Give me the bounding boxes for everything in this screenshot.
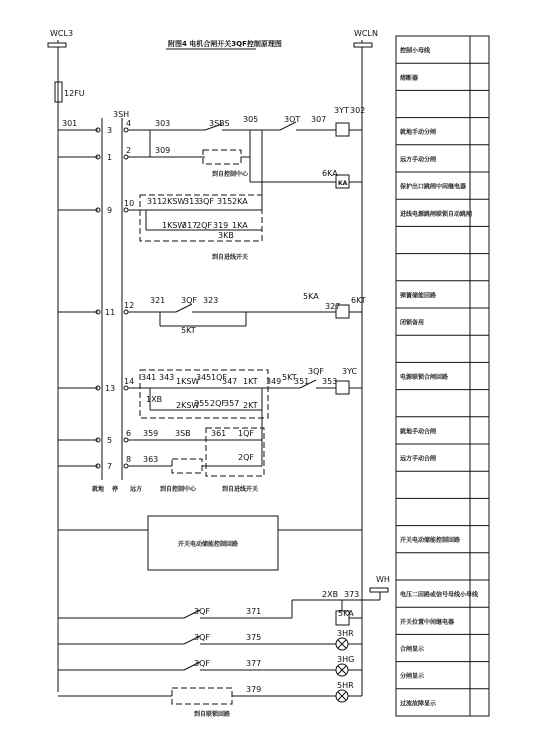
device-1ka: 1KA [232, 221, 248, 230]
device-5kt: 5KT [181, 326, 196, 335]
table-row-label: 控制小母线 [400, 47, 431, 55]
row-13-14 [58, 386, 140, 390]
terminal-left-11: 11 [105, 308, 116, 317]
table-row-label: 合闸显示 [400, 646, 425, 653]
device-3yc: 3YC [342, 367, 358, 376]
device-2ka: 2KA [232, 197, 248, 206]
wire-377: 377 [246, 659, 262, 668]
wire-321: 321 [150, 296, 166, 305]
row-3-4 [58, 128, 150, 132]
device-3hr: 3HR [337, 629, 354, 638]
terminal-right-14: 14 [124, 377, 135, 386]
wire-373: 373 [344, 590, 360, 599]
device-3hg: 3HG [337, 655, 355, 664]
row-1-2 [58, 155, 150, 159]
coil-3yt [336, 123, 349, 136]
wire-359: 359 [143, 429, 159, 438]
wire-357: 357 [224, 399, 240, 408]
wire-343: 343 [159, 373, 175, 382]
close-indicator-row [58, 636, 362, 650]
table-row-label: 就地手动合闸 [400, 428, 437, 436]
row-7-8 [58, 464, 150, 468]
table-row-label: 电压二回路或信号母线小母线 [400, 591, 479, 599]
interlock-trip-row [146, 130, 262, 230]
wire-309: 309 [155, 146, 171, 155]
device-3kb: 3KB [218, 231, 234, 240]
switch-position-remote: 远方 [130, 486, 143, 493]
device-3sbs: 3SBS [209, 119, 230, 128]
device-1qf: 1QF [211, 373, 227, 382]
wire-351: 351 [294, 377, 310, 386]
open-indicator-row [58, 662, 362, 676]
device-1qf-b: 1QF [238, 429, 254, 438]
device-5ka: 5KA [303, 292, 319, 301]
table-row-label: 熔断器 [400, 74, 419, 82]
device-ka: KA [338, 180, 348, 187]
wire-315: 315 [217, 197, 233, 206]
device-2kt: 2KT [243, 401, 258, 410]
bus-label-wh: WH [376, 575, 390, 584]
terminal-left-7: 7 [107, 462, 113, 471]
wire-345: 345 [196, 373, 212, 382]
device-6ka: 6KA [322, 169, 338, 178]
caption-remote-center-2: 到自控制中心 [160, 486, 197, 493]
bus-label-left: WCL3 [50, 29, 74, 38]
device-3qf-e: 3QF [194, 633, 210, 642]
table-row-label: 进线电源跳闸联锁自动跳闸 [400, 210, 473, 218]
device-5hr: 5HR [337, 681, 354, 690]
wire-375: 375 [246, 633, 262, 642]
caption-line-switch-2: 到自进线开关 [222, 486, 259, 493]
terminal-right-6: 6 [126, 429, 132, 438]
table-row-label: 远方手动分闸 [400, 156, 437, 164]
terminal-right-10: 10 [124, 199, 135, 208]
wire-313: 313 [184, 197, 200, 206]
function-table-rows [396, 47, 489, 708]
device-2ksw-b: 2KSW [176, 401, 200, 410]
wire-371: 371 [246, 607, 262, 616]
device-2xb: 2XB [322, 590, 339, 599]
wire-361: 361 [211, 429, 227, 438]
wire-305: 305 [243, 115, 259, 124]
coil-3yc [336, 381, 349, 394]
device-2qf-b: 2QF [210, 399, 226, 408]
terminal-left-5: 5 [107, 436, 113, 445]
table-row-label: 开关位置中间继电器 [400, 618, 455, 626]
wire-311: 311 [147, 197, 163, 206]
caption-remote-center-1: 到自控制中心 [212, 171, 249, 178]
bus-symbol-right [354, 40, 372, 47]
device-3qf-d: 3QF [194, 607, 210, 616]
wire-363: 363 [143, 455, 159, 464]
caption-motor-box: 开关电动储能控制回路 [178, 541, 239, 548]
switch-3sh-label: 3SH [113, 110, 130, 119]
bus-symbol-wh [370, 588, 388, 592]
device-3qf-a: 3QF [198, 197, 214, 206]
terminal-right-4: 4 [126, 119, 132, 128]
device-1kt: 1KT [243, 377, 258, 386]
terminal-left-1: 1 [107, 153, 113, 162]
wire-301: 301 [62, 119, 78, 128]
table-row-label: 闭锁备用 [400, 319, 425, 327]
wire-317: 317 [182, 221, 198, 230]
table-row-label: 保护出口跳闸中间继电器 [400, 183, 467, 191]
device-5ka-b: 5KA [338, 609, 354, 618]
device-3qf-f: 3QF [194, 659, 210, 668]
caption-line-switch-1: 到自进线开关 [212, 254, 249, 261]
table-row-label: 弹簧储能回路 [400, 292, 437, 300]
wire-349: 349 [266, 377, 282, 386]
device-3sb: 3SB [175, 429, 191, 438]
wire-355: 355 [194, 399, 210, 408]
table-row-label: 开关电动储能控制回路 [400, 537, 461, 545]
table-row-label: 远方手动合闸 [400, 455, 437, 463]
terminal-right-2: 2 [126, 146, 132, 155]
bus-symbol-left [48, 40, 66, 47]
wire-319: 319 [213, 221, 229, 230]
terminal-left-9: 9 [107, 206, 113, 215]
wire-379: 379 [246, 685, 262, 694]
table-row-label: 电源联锁合闸回路 [400, 374, 449, 381]
caption-bottom: 到自联锁回路 [194, 711, 231, 718]
table-row-label: 就地手动分闸 [400, 129, 437, 137]
trip-circuit-row [150, 122, 362, 136]
device-3qf-b: 3QF [181, 296, 197, 305]
terminal-left-3: 3 [107, 126, 113, 135]
device-3ot: 3OT [284, 115, 301, 124]
switch-position-stop: 停 [112, 486, 119, 493]
device-1ksw: 1KSW [162, 221, 186, 230]
terminal-left-13: 13 [105, 384, 116, 393]
diagram-title: 附图4 电机合闸开关3QF控制原理图 [168, 40, 282, 48]
row-5-6 [58, 438, 150, 442]
device-2qf: 2QF [196, 221, 212, 230]
wire-341: 341 [141, 373, 157, 382]
wire-302: 302 [350, 106, 366, 115]
wire-307: 307 [311, 115, 327, 124]
fuse-symbol [55, 80, 62, 104]
table-row-label: 过流故障显示 [400, 700, 437, 708]
fault-indicator-row [58, 688, 362, 704]
wire-327: 327 [325, 302, 341, 311]
table-row-label: 分闸显示 [400, 673, 425, 681]
wire-353: 353 [322, 377, 338, 386]
device-6kt: 6KT [351, 296, 366, 305]
terminal-right-12: 12 [124, 301, 135, 310]
bus-label-right: WCLN [354, 29, 378, 38]
device-1xb: 1XB [146, 395, 163, 404]
wire-347: 347 [222, 377, 238, 386]
device-2ksw: 2KSW [162, 197, 186, 206]
device-3yt: 3YT [334, 106, 349, 115]
wire-323: 323 [203, 296, 219, 305]
fuse-label: 12FU [64, 89, 85, 98]
device-2qf-c: 2QF [238, 453, 254, 462]
wire-303: 303 [155, 119, 171, 128]
switch-position-local: 就地 [92, 486, 105, 493]
terminal-right-8: 8 [126, 455, 132, 464]
device-1ksw-b: 1KSW [176, 377, 200, 386]
device-5kt-b: 5KT [282, 373, 297, 382]
device-3qf-c: 3QF [308, 367, 324, 376]
